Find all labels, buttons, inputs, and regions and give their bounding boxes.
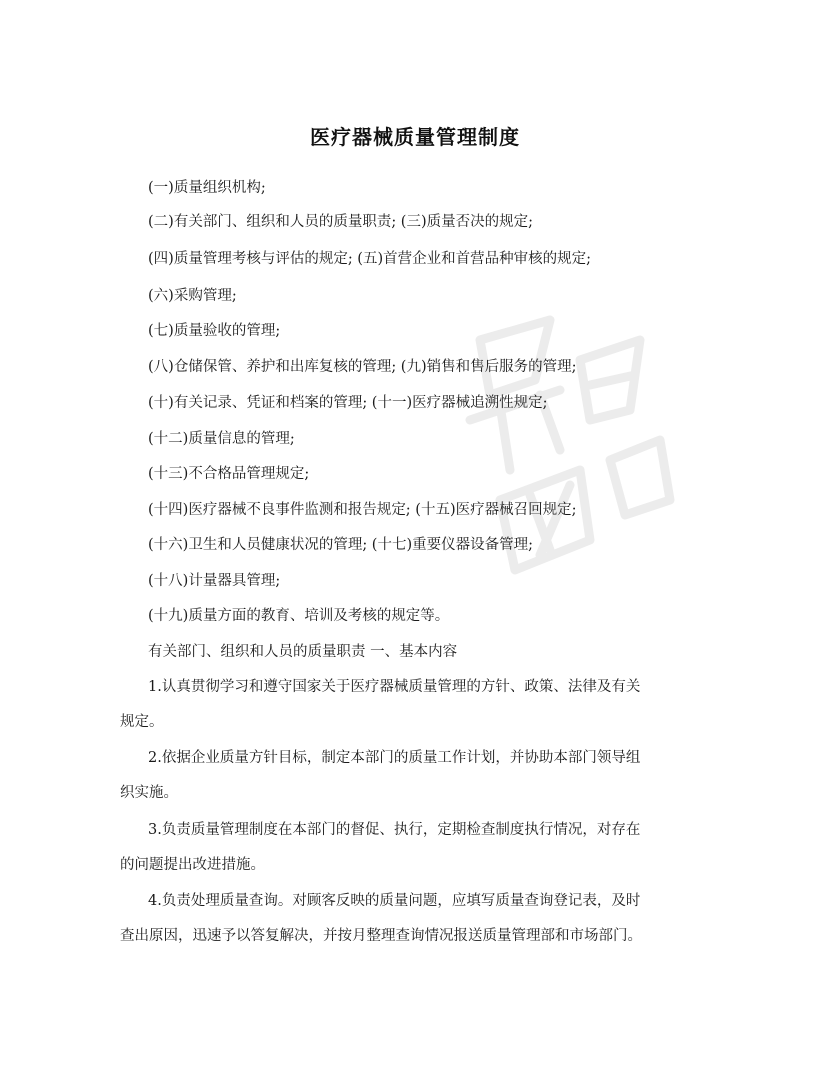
section-heading: 有关部门、组织和人员的质量职责 一、基本内容: [148, 644, 458, 660]
list-item: (十六)卫生和人员健康状况的管理; (十七)重要仪器设备管理;: [148, 537, 534, 553]
paragraph: [120, 748, 712, 803]
paragraph: [120, 677, 712, 732]
list-item: (一)质量组织机构;: [148, 180, 266, 196]
list-item: (八)仓储保管、养护和出库复核的管理; (九)销售和售后服务的管理;: [148, 359, 577, 375]
paragraph: [120, 891, 712, 946]
list-item: (十)有关记录、凭证和档案的管理; (十一)医疗器械追溯性规定;: [148, 395, 548, 411]
paragraph-line: 3.负责质量管理制度在本部门的督促、执行，定期检查制度执行情况，对存在: [148, 822, 641, 838]
paragraph-line: 2.依据企业质量方针目标，制定本部门的质量工作计划，并协助本部门领导组: [148, 750, 641, 766]
paragraph-line: 1.认真贯彻学习和遵守国家关于医疗器械质量管理的方针、政策、法律及有关: [148, 679, 641, 695]
document-title: 医疗器械质量管理制度: [310, 125, 520, 149]
list-item: (二)有关部门、组织和人员的质量职责; (三)质量否决的规定;: [148, 214, 534, 230]
list-item: (六)采购管理;: [148, 288, 237, 304]
paragraph: [120, 820, 712, 875]
list-item: (十九)质量方面的教育、培训及考核的规定等。: [148, 608, 450, 624]
list-item: (七)质量验收的管理;: [148, 323, 281, 339]
paragraph-line: 织实施。: [120, 785, 178, 801]
paragraph-line: 4.负责处理质量查询。对顾客反映的质量问题，应填写质量查询登记表，及时: [148, 893, 641, 909]
list-item: (十八)计量器具管理;: [148, 573, 281, 589]
paragraph-line: 规定。: [120, 714, 164, 730]
paragraph-line: 查出原因，迅速予以答复解决，并按月整理查询情况报送质量管理部和市场部门。: [120, 928, 642, 944]
list-item: (十二)质量信息的管理;: [148, 431, 295, 447]
paragraph-line: 的问题提出改进措施。: [120, 857, 265, 873]
watermark-icon: [440, 300, 680, 600]
list-item: (四)质量管理考核与评估的规定; (五)首营企业和首营品种审核的规定;: [148, 251, 592, 267]
list-item: (十三)不合格品管理规定;: [148, 466, 310, 482]
list-item: (十四)医疗器械不良事件监测和报告规定; (十五)医疗器械召回规定;: [148, 502, 577, 518]
